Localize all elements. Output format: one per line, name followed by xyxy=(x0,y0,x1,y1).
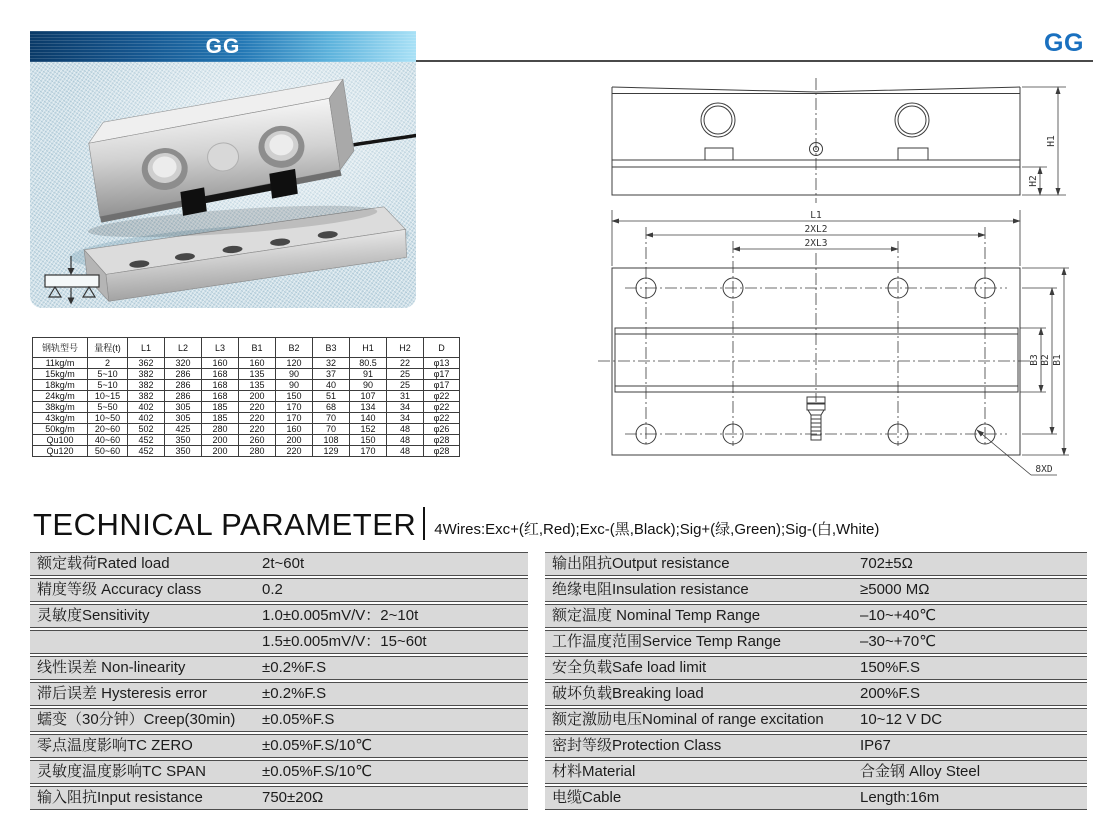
dim-cell: 50kg/m xyxy=(33,424,88,435)
dim-table-row xyxy=(33,446,460,457)
spec-value: 150%F.S xyxy=(860,659,921,676)
dim-table-row xyxy=(33,413,460,424)
dim-label-l3: 2XL3 xyxy=(804,238,828,249)
dim-cell: 15kg/m xyxy=(33,369,88,380)
dim-cell: 48 xyxy=(387,446,424,457)
spec-label: 零点温度影响TC ZERO xyxy=(37,737,193,754)
dim-cell: φ22 xyxy=(424,413,460,424)
dim-cell: 25 xyxy=(387,369,424,380)
dim-cell: 50~60 xyxy=(88,446,128,457)
spec-value: 合金钢 Alloy Steel xyxy=(860,763,981,780)
dim-cell: 382 xyxy=(128,391,165,402)
dim-cell: 25 xyxy=(387,380,424,391)
product-photo xyxy=(30,62,416,308)
dim-cell: 286 xyxy=(165,369,202,380)
dim-col-header: H2 xyxy=(387,338,424,358)
dim-cell: 200 xyxy=(202,446,239,457)
dim-cell: 452 xyxy=(128,435,165,446)
title-divider xyxy=(423,507,425,540)
dim-cell: 280 xyxy=(202,424,239,435)
spec-label: 额定载荷Rated load xyxy=(37,555,170,572)
spec-value: ≥5000 MΩ xyxy=(860,581,930,598)
spec-row xyxy=(545,578,1087,602)
dim-cell: φ13 xyxy=(424,358,460,369)
dim-cell: 220 xyxy=(239,413,276,424)
spec-label: 精度等级 Accuracy class xyxy=(37,581,202,598)
plan-view-width-dims xyxy=(977,268,1069,475)
dim-cell: 402 xyxy=(128,402,165,413)
dim-cell: 220 xyxy=(239,424,276,435)
dim-cell: 90 xyxy=(350,380,387,391)
spec-row xyxy=(545,552,1087,576)
dim-cell: 168 xyxy=(202,391,239,402)
dim-table-row xyxy=(33,424,460,435)
dim-cell: 362 xyxy=(128,358,165,369)
dim-cell: 38kg/m xyxy=(33,402,88,413)
dim-col-header: D xyxy=(424,338,460,358)
dim-cell: φ22 xyxy=(424,391,460,402)
dim-cell: 502 xyxy=(128,424,165,435)
dim-cell: 22 xyxy=(387,358,424,369)
spec-row xyxy=(30,630,528,654)
dim-cell: 200 xyxy=(202,435,239,446)
spec-value: 200%F.S xyxy=(860,685,921,702)
dim-cell: 160 xyxy=(276,424,313,435)
spec-value: 0.2 xyxy=(262,581,283,598)
dim-cell: 185 xyxy=(202,413,239,424)
spec-row xyxy=(545,760,1087,784)
spec-value: ±0.05%F.S/10℃ xyxy=(262,737,373,754)
spec-value: 702±5Ω xyxy=(860,555,913,572)
dim-cell: 107 xyxy=(350,391,387,402)
dim-label-8xd: 8XD xyxy=(1035,464,1053,475)
spec-row xyxy=(30,604,528,628)
cable-gland xyxy=(807,397,825,440)
dim-cell: 80.5 xyxy=(350,358,387,369)
section-title: TECHNICAL PARAMETER xyxy=(33,507,417,542)
spec-value: IP67 xyxy=(860,737,891,754)
spec-label: 灵敏度温度影响TC SPAN xyxy=(37,763,206,780)
spec-label: 破坏负载Breaking load xyxy=(552,685,704,702)
spec-row xyxy=(545,786,1087,810)
dim-cell: 40~60 xyxy=(88,435,128,446)
spec-table-left xyxy=(30,552,528,812)
spec-row xyxy=(545,604,1087,628)
dim-cell: 32 xyxy=(313,358,350,369)
wiring-note: 4Wires:Exc+(红,Red);Exc-(黑,Black);Sig+(绿,Green);Sig-(白,White) xyxy=(434,521,880,538)
dim-cell: φ22 xyxy=(424,402,460,413)
side-view xyxy=(612,78,1020,203)
dim-cell: φ28 xyxy=(424,435,460,446)
dim-label-h2: H2 xyxy=(1028,175,1039,187)
spec-value: –10~+40℃ xyxy=(860,607,937,624)
dim-cell: 10~15 xyxy=(88,391,128,402)
dim-cell: 135 xyxy=(239,369,276,380)
dim-cell: 152 xyxy=(350,424,387,435)
dim-cell: 108 xyxy=(313,435,350,446)
dim-col-header: H1 xyxy=(350,338,387,358)
spec-row xyxy=(30,578,528,602)
dim-cell: 280 xyxy=(239,446,276,457)
model-banner xyxy=(30,31,416,62)
spec-row xyxy=(30,734,528,758)
dim-cell: 18kg/m xyxy=(33,380,88,391)
dim-cell: 220 xyxy=(239,402,276,413)
dim-label-l2: 2XL2 xyxy=(804,224,828,235)
dim-table-row xyxy=(33,391,460,402)
dim-col-header: L1 xyxy=(128,338,165,358)
dim-cell: 140 xyxy=(350,413,387,424)
dim-cell: 129 xyxy=(313,446,350,457)
spec-value: 2t~60t xyxy=(262,555,305,572)
dim-cell: 134 xyxy=(350,402,387,413)
spec-label: 蠕变（30分钟）Creep(30min) xyxy=(37,711,236,728)
spec-table-right xyxy=(545,552,1087,812)
dim-label-b2: B2 xyxy=(1040,354,1051,366)
spec-label: 滞后误差 Hysteresis error xyxy=(37,685,208,702)
spec-row xyxy=(545,734,1087,758)
dim-cell: 34 xyxy=(387,413,424,424)
spec-row xyxy=(30,708,528,732)
dim-cell: 286 xyxy=(165,380,202,391)
spec-label xyxy=(30,631,262,653)
spec-row xyxy=(30,786,528,810)
spec-label: 输出阻抗Output resistance xyxy=(552,555,730,572)
dim-cell: 170 xyxy=(276,413,313,424)
dim-cell: 200 xyxy=(239,391,276,402)
dim-table-row xyxy=(33,369,460,380)
dim-table-row xyxy=(33,358,460,369)
spec-label: 额定温度 Nominal Temp Range xyxy=(552,607,761,624)
dim-cell: 305 xyxy=(165,413,202,424)
dim-cell: φ28 xyxy=(424,446,460,457)
dim-cell: 51 xyxy=(313,391,350,402)
dim-cell: 70 xyxy=(313,413,350,424)
plan-view xyxy=(598,227,1032,455)
dim-col-header: B3 xyxy=(313,338,350,358)
spec-label: 密封等级Protection Class xyxy=(552,737,722,754)
spec-value: 10~12 V DC xyxy=(860,711,943,728)
spec-value: ±0.2%F.S xyxy=(262,685,327,702)
dim-cell: 2 xyxy=(88,358,128,369)
dim-label-b1: B1 xyxy=(1052,354,1063,366)
dim-cell: 260 xyxy=(239,435,276,446)
dim-cell: 37 xyxy=(313,369,350,380)
spec-label: 安全负载Safe load limit xyxy=(552,659,707,676)
dim-cell: 90 xyxy=(276,380,313,391)
dim-cell: 48 xyxy=(387,424,424,435)
dim-cell: 40 xyxy=(313,380,350,391)
dim-cell: φ17 xyxy=(424,369,460,380)
dim-cell: 34 xyxy=(387,402,424,413)
dim-cell: 31 xyxy=(387,391,424,402)
spec-value: ±0.2%F.S xyxy=(262,659,327,676)
spec-value: ±0.05%F.S xyxy=(262,711,335,728)
dim-cell: 350 xyxy=(165,446,202,457)
dim-cell: 20~60 xyxy=(88,424,128,435)
dim-cell: 90 xyxy=(276,369,313,380)
dim-cell: 48 xyxy=(387,435,424,446)
dim-cell: 168 xyxy=(202,369,239,380)
spec-value: Length:16m xyxy=(860,789,940,806)
spec-row xyxy=(545,682,1087,706)
spec-label: 电缆Cable xyxy=(552,789,622,806)
spec-label: 绝缘电阻Insulation resistance xyxy=(552,581,749,598)
dim-cell: 402 xyxy=(128,413,165,424)
dim-cell: 425 xyxy=(165,424,202,435)
dim-cell: 200 xyxy=(276,435,313,446)
dim-cell: 382 xyxy=(128,380,165,391)
spec-row xyxy=(30,760,528,784)
dim-cell: 168 xyxy=(202,380,239,391)
dim-cell: 286 xyxy=(165,391,202,402)
spec-row xyxy=(545,630,1087,654)
dim-col-header: 钢轨型号 xyxy=(33,338,88,358)
corner-model-label: GG xyxy=(1044,29,1084,57)
dim-label-l1: L1 xyxy=(810,210,822,221)
dim-cell: 160 xyxy=(202,358,239,369)
dim-cell: 185 xyxy=(202,402,239,413)
dim-table-row xyxy=(33,435,460,446)
dim-cell: 10~50 xyxy=(88,413,128,424)
beam-load-icon xyxy=(40,254,104,306)
spec-value: –30~+70℃ xyxy=(860,633,937,650)
dim-cell: 11kg/m xyxy=(33,358,88,369)
spec-row xyxy=(545,656,1087,680)
dim-cell: 305 xyxy=(165,402,202,413)
dim-cell: 350 xyxy=(165,435,202,446)
dim-cell: 150 xyxy=(276,391,313,402)
dim-cell: φ26 xyxy=(424,424,460,435)
spec-label: 材料Material xyxy=(552,763,636,780)
spec-row xyxy=(30,552,528,576)
dim-col-header: L2 xyxy=(165,338,202,358)
spec-label: 输入阻抗Input resistance xyxy=(37,789,203,806)
spec-row xyxy=(545,708,1087,732)
technical-parameter-header xyxy=(33,507,879,540)
dimension-table xyxy=(32,337,460,457)
dim-cell: 382 xyxy=(128,369,165,380)
spec-row xyxy=(30,656,528,680)
spec-label: 灵敏度Sensitivity xyxy=(37,607,150,624)
dim-cell: 120 xyxy=(276,358,313,369)
dim-cell: 320 xyxy=(165,358,202,369)
dim-col-header: 量程(t) xyxy=(88,338,128,358)
dim-cell: Qu120 xyxy=(33,446,88,457)
spec-value: 1.0±0.005mV/V：2~10t xyxy=(262,607,419,624)
dim-label-h1: H1 xyxy=(1046,135,1057,147)
dim-cell: 68 xyxy=(313,402,350,413)
dim-table-row xyxy=(33,380,460,391)
dim-cell: 452 xyxy=(128,446,165,457)
dim-cell: 24kg/m xyxy=(33,391,88,402)
spec-value: 1.5±0.005mV/V：15~60t xyxy=(262,633,427,650)
dim-cell: 220 xyxy=(276,446,313,457)
dim-cell: 70 xyxy=(313,424,350,435)
spec-label: 线性误差 Non-linearity xyxy=(37,659,186,676)
dim-cell: 5~50 xyxy=(88,402,128,413)
dim-cell: φ17 xyxy=(424,380,460,391)
dim-cell: 170 xyxy=(350,446,387,457)
spec-label: 额定激励电压Nominal of range excitation xyxy=(552,711,824,728)
technical-drawing xyxy=(595,72,1110,487)
model-banner-title: GG xyxy=(205,34,241,58)
spec-value: 750±20Ω xyxy=(262,789,324,806)
dim-label-b3: B3 xyxy=(1029,354,1040,366)
dim-cell: 160 xyxy=(239,358,276,369)
dim-col-header: B1 xyxy=(239,338,276,358)
dim-cell: 91 xyxy=(350,369,387,380)
dim-cell: 5~10 xyxy=(88,380,128,391)
dim-table-row xyxy=(33,402,460,413)
dim-cell: 5~10 xyxy=(88,369,128,380)
dim-cell: 150 xyxy=(350,435,387,446)
spec-row xyxy=(30,682,528,706)
dim-cell: 170 xyxy=(276,402,313,413)
dim-cell: Qu100 xyxy=(33,435,88,446)
dim-cell: 135 xyxy=(239,380,276,391)
dim-cell: 43kg/m xyxy=(33,413,88,424)
spec-label: 工作温度范围Service Temp Range xyxy=(552,633,781,650)
spec-value: ±0.05%F.S/10℃ xyxy=(262,763,373,780)
dim-col-header: B2 xyxy=(276,338,313,358)
header-rule xyxy=(416,60,1093,62)
dim-col-header: L3 xyxy=(202,338,239,358)
